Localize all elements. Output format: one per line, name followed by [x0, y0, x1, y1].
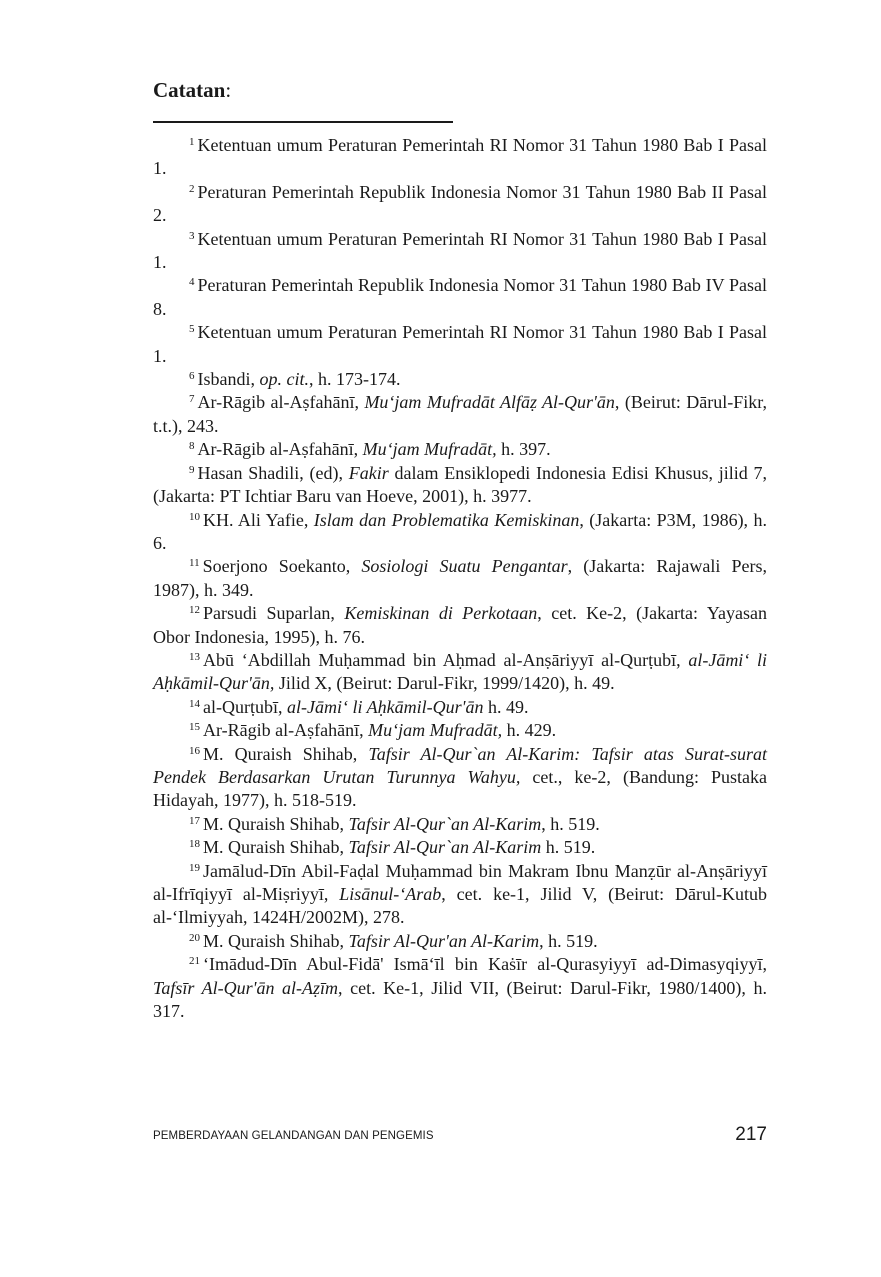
footnote-text: Hasan Shadili, (ed),	[197, 462, 349, 483]
footnote-item	[153, 813, 767, 836]
footnote-text: , (Beirut: Dārul-Fikr, t.t.), 243.	[153, 392, 768, 436]
footnote-number: 10	[189, 510, 200, 523]
footnote-text: , cet. Ke-1, Jilid VII, (Beirut: Darul-Fikr, 1980/1400), h. 317.	[153, 977, 767, 1022]
footnote-title-text: Tafsir Al-Qur`an Al-Karim: Tafsir atas Surat-surat Pendek Berdasarkan Urutan Turunnya Wahyu,	[153, 743, 767, 787]
footnote-number: 19	[189, 861, 200, 874]
footnote-text: h. 49.	[483, 696, 529, 717]
heading-colon: :	[225, 78, 232, 102]
footnote-item	[153, 438, 767, 461]
footnote-title-text: Islam dan Problematika Kemiskinan	[313, 509, 580, 530]
footnote-text: Jilid X, (Beirut: Darul-Fikr, 1999/1420), h. 49.	[274, 673, 615, 694]
footnote-number: 16	[189, 744, 200, 757]
footnote-text: al-Qurṭubī,	[203, 696, 287, 717]
footnote-text: h. 519.	[541, 837, 596, 858]
footnote-title-text: Fakir	[348, 462, 389, 483]
page-number: 217	[735, 1124, 767, 1145]
footnote-text: Ketentuan umum Peraturan Pemerintah RI Nomor 31 Tahun 1980 Bab I Pasal 1.	[153, 135, 767, 179]
footnote-list	[153, 134, 767, 1023]
footnote-item	[153, 953, 767, 1023]
running-footer-title: PEMBERDAYAAN GELANDANGAN DAN PENGEMIS	[153, 1130, 434, 1142]
footnote-text: Jamālud-Dīn Abil-Faḍal Muḥammad bin Makram Ibnu Manẓūr al-Anṣāriyyī al-Ifrīqiyyī al-Miṣriyyī,	[153, 860, 767, 904]
footnote-text: Ketentuan umum Peraturan Pemerintah RI Nomor 31 Tahun 1980 Bab I Pasal 1.	[153, 322, 767, 366]
footnote-title-text: Tafsīr Al-Qur'ān al-Aẓīm	[153, 977, 339, 998]
footnote-text: h. 429.	[502, 720, 557, 741]
footnote-number: 15	[189, 721, 200, 734]
heading-title: Catatan	[153, 78, 226, 102]
footnote-item	[153, 391, 767, 438]
footnote-item	[153, 743, 767, 813]
footnote-item	[153, 696, 767, 719]
footnote-text: dalam Ensiklopedi Indonesia Edisi Khusus, jilid 7, (Jakarta: PT Ichtiar Baru van Hoeve, 2001), h. 3977.	[153, 462, 767, 507]
footnote-number: 8	[189, 440, 195, 453]
footnote-number: 12	[189, 604, 200, 617]
footnote-number: 5	[189, 323, 195, 336]
footnote-text: Abū ‘Abdillah Muḥammad bin Aḥmad al-Anṣāriyyī al-Qurṭubī,	[203, 649, 689, 670]
footnote-text: Ar-Rāgib al-Aṣfahānī,	[203, 720, 369, 741]
footnote-item	[153, 930, 767, 953]
footnote-item	[153, 602, 767, 649]
footnote-text: , (Jakarta: P3M, 1986), h. 6.	[153, 509, 767, 553]
footnote-number: 20	[189, 931, 200, 944]
footnote-item	[153, 181, 767, 228]
footnote-title-text: Tafsir Al-Qur'an Al-Karim	[348, 930, 540, 951]
footnote-text: , cet. ke-1, Jilid V, (Beirut: Dārul-Kutub al-‘Ilmiyyah, 1424H/2002M), 278.	[153, 884, 767, 928]
footnote-number: 2	[189, 182, 195, 195]
footnote-number: 4	[189, 276, 195, 289]
footnote-item	[153, 555, 767, 602]
section-heading	[153, 78, 231, 103]
footnote-text: M. Quraish Shihab,	[203, 837, 349, 858]
footnote-number: 13	[189, 650, 200, 663]
footnote-title-text: Mu‘jam Mufradāt Alfāẓ Al-Qur'ān	[364, 392, 615, 413]
footnote-number: 11	[189, 557, 200, 570]
footnote-text: Parsudi Suparlan,	[203, 603, 345, 624]
footnote-title-text: al-Jāmi‘ li Aḥkāmil-Qur'ān,	[153, 649, 768, 694]
footnote-text: h. 397.	[496, 439, 551, 460]
footnote-title-text: Mu‘jam Mufradāt,	[368, 720, 503, 741]
footnote-text: M. Quraish Shihab,	[203, 743, 369, 764]
footnote-title-text: Mu‘jam Mufradāt,	[362, 439, 497, 460]
footnote-text: Isbandi,	[197, 369, 260, 390]
footnote-title-text: Tafsir Al-Qur`an Al-Karim	[348, 813, 542, 834]
footnote-number: 14	[189, 697, 200, 710]
footnote-item	[153, 509, 767, 556]
footnote-item	[153, 462, 767, 509]
footnote-title-text: Sosiologi Suatu Pengantar	[361, 556, 568, 577]
footnote-item	[153, 719, 767, 742]
footnote-number: 17	[189, 814, 200, 827]
footnote-text: M. Quraish Shihab,	[203, 813, 349, 834]
footnote-text: Peraturan Pemerintah Republik Indonesia Nomor 31 Tahun 1980 Bab IV Pasal 8.	[153, 275, 767, 319]
footnote-item	[153, 321, 767, 368]
footnote-text: , h. 173-174.	[309, 369, 401, 390]
footnote-title-text: Tafsir Al-Qur`an Al-Karim	[348, 837, 542, 858]
footnote-item	[153, 836, 767, 859]
footnote-title-text: al-Jāmi‘ li Aḥkāmil-Qur'ān	[286, 696, 484, 717]
footnote-number: 3	[189, 229, 195, 242]
footnote-text: , cet. Ke-2, (Jakarta: Yayasan Obor Indonesia, 1995), h. 76.	[153, 603, 767, 647]
footnote-title-text: Kemiskinan di Perkotaan	[344, 603, 538, 624]
footnote-number: 6	[189, 370, 195, 383]
footnote-text: Ar-Rāgib al-Aṣfahānī,	[197, 439, 363, 460]
footnote-text: , (Jakarta: Rajawali Pers, 1987), h. 349.	[153, 556, 767, 600]
footnote-text: Ar-Rāgib al-Aṣfahānī,	[197, 392, 365, 413]
footnote-number: 21	[189, 955, 200, 968]
footnote-item	[153, 134, 767, 181]
footnote-item	[153, 274, 767, 321]
footnote-title-text: op. cit.	[259, 369, 309, 390]
footnote-item	[153, 860, 767, 930]
footnote-number: 7	[189, 393, 195, 406]
footnote-number: 1	[189, 136, 195, 148]
footnote-text: Peraturan Pemerintah Republik Indonesia Nomor 31 Tahun 1980 Bab II Pasal 2.	[153, 181, 767, 226]
footnote-number: 18	[189, 838, 200, 851]
footnote-number: 9	[189, 463, 195, 476]
footnote-text: , h. 519.	[539, 930, 598, 951]
footnote-item	[153, 368, 767, 391]
footnote-title-text: Lisānul-‘Arab	[339, 884, 442, 904]
footnote-text: , h. 519.	[541, 813, 600, 834]
footnote-text: Soerjono Soekanto,	[202, 556, 362, 577]
footnote-text: ‘Imādud-Dīn Abul-Fidā' Ismā‘īl bin Kaṡīr al-Qurasyiyyī ad-Dimasyqiyyī,	[203, 954, 767, 975]
footnote-text: cet., ke-2, (Bandung: Pustaka Hidayah, 1977), h. 518-519.	[153, 766, 767, 811]
footnote-text: Ketentuan umum Peraturan Pemerintah RI Nomor 31 Tahun 1980 Bab I Pasal 1.	[153, 228, 767, 273]
footnote-text: KH. Ali Yafie,	[203, 509, 314, 530]
footnote-separator-rule	[153, 121, 453, 123]
footnote-item	[153, 228, 767, 275]
footnote-item	[153, 649, 767, 696]
footnote-text: M. Quraish Shihab,	[203, 930, 349, 951]
